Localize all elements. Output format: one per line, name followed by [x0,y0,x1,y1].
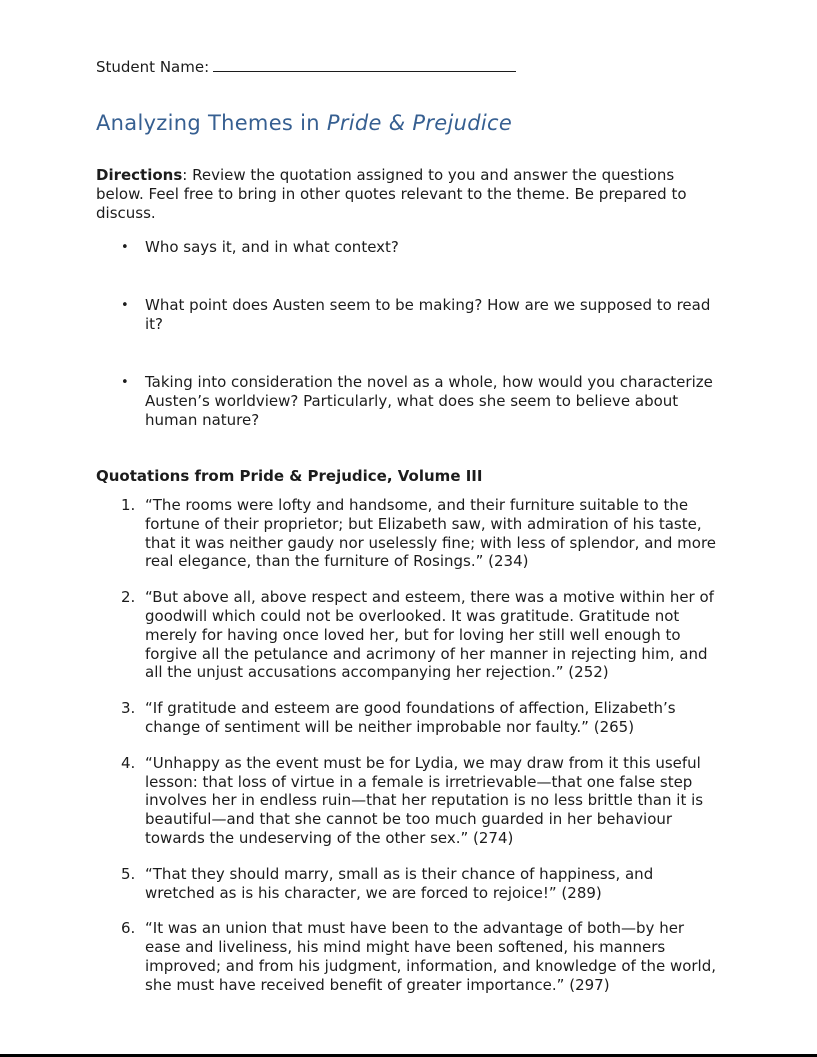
quotation-text: “The rooms were lofty and handsome, and their furniture suitable to the fortune of their proprietor; but Elizabeth saw, with admiration of his taste, that it was neither gaudy nor uselessly fine; with less of splendor, and more real elegance, than the furniture of Rosings.” (234) [145,496,717,571]
question-text: Taking into consideration the novel as a whole, how would you characterize Austen’s worldview? Particularly, what does she seem to believe about human nature? [145,373,713,429]
quotation-number: 4. [121,753,136,772]
quotation-item [96,699,722,737]
quotation-item [96,754,722,848]
directions-paragraph [96,166,725,223]
question-item [96,238,725,257]
quotation-text: “If gratitude and esteem are good foundations of affection, Elizabeth’s change of sentiment will be neither improbable nor faulty.” (265) [145,699,676,736]
bullet-icon: • [121,375,129,390]
directions-text: : Review the quotation assigned to you and answer the questions below. Feel free to bring in other quotes relevant to the theme. Be prepared to discuss. [96,166,687,222]
quotation-text: “But above all, above respect and esteem, there was a motive within her of goodwill which could not be overlooked. It was gratitude. Gratitude not merely for having once loved her, but for loving her still well enough to forgive all the petulance and acrimony of her manner in rejecting him, and all the unjust accusations accompanying her rejection.” (252) [145,588,714,682]
page-title [96,110,725,137]
quotation-list [96,496,725,995]
question-item [96,296,725,334]
question-text: Who says it, and in what context? [145,238,399,256]
student-name-blank[interactable] [213,57,516,72]
question-item [96,373,725,430]
question-text: What point does Austen seem to be making? How are we supposed to read it? [145,296,711,333]
quotation-item [96,919,722,994]
quotations-heading: Quotations from Pride & Prejudice, Volume III [96,467,483,485]
quotation-item [96,588,722,682]
quotation-number: 5. [121,864,136,883]
quotation-item [96,865,722,903]
page-title-text: Analyzing Themes in [96,111,327,135]
quotation-item [96,496,722,571]
page-title-book-name: Pride & Prejudice [326,111,513,135]
bullet-icon: • [121,240,129,255]
directions-label: Directions [96,166,183,184]
bullet-icon: • [121,298,129,313]
quotation-number: 2. [121,588,136,607]
student-name-label: Student Name: [96,58,210,76]
quotation-number: 1. [121,496,136,514]
question-list [96,238,725,430]
quotation-number: 6. [121,919,136,938]
quotation-text: “It was an union that must have been to the advantage of both—by her ease and liveliness, his mind might have been softened, his manners improved; and from his judgment, information, and knowledge of the world, she must have received benefit of greater importance.” (297) [145,919,717,994]
quotation-number: 3. [121,699,136,718]
student-name-line [96,57,725,77]
quotation-text: “That they should marry, small as is their chance of happiness, and wretched as is his character, we are forced to rejoice!” (289) [145,864,654,902]
quotation-text: “Unhappy as the event must be for Lydia, we may draw from it this useful lesson: that loss of virtue in a female is irretrievable—that one false step involves her in endless ruin—that her reputation is no less brittle than it is beautiful—and that she cannot be too much guarded in her behaviour towards the undeserving of the other sex.” (274) [145,753,704,847]
